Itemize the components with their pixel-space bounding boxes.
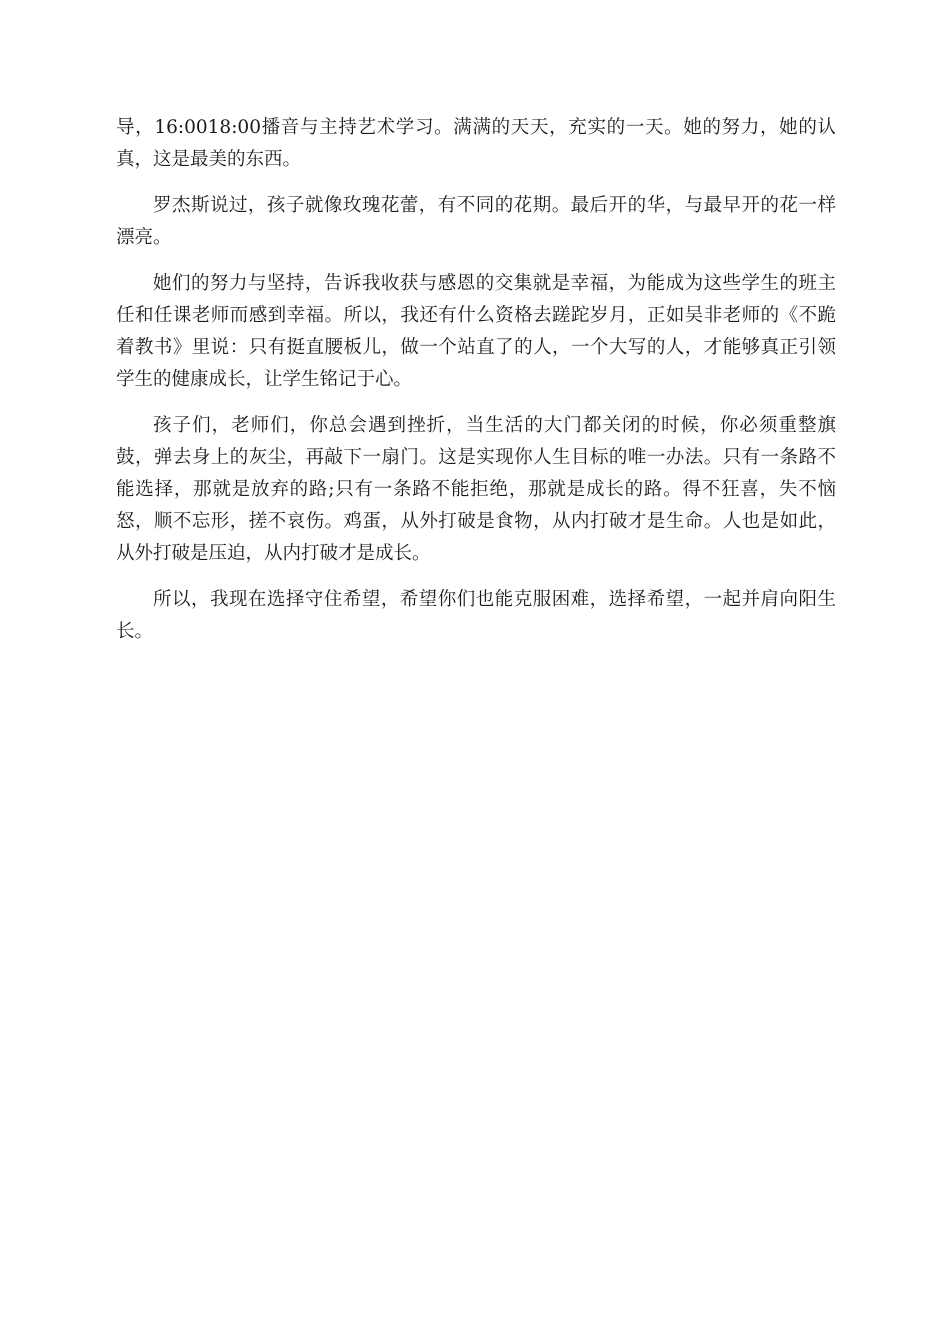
paragraph-continuation: 导，16:0018:00播音与主持艺术学习。满满的天天，充实的一天。她的努力，她的认真，这是最美的东西。 [116, 117, 836, 170]
paragraph-conclusion: 所以，我现在选择守住希望，希望你们也能克服困难，选择希望，一起并肩向阳生长。 [116, 589, 836, 642]
document-page [116, 112, 836, 662]
paragraph-facing-setbacks: 孩子们，老师们，你总会遇到挫折，当生活的大门都关闭的时候，你必须重整旗鼓，弹去身上的灰尘，再敲下一扇门。这是实现你人生目标的唯一办法。只有一条路不能选择，那就是放弃的路;只有一条路不能拒绝，那就是成长的路。得不狂喜，失不恼怒，顺不忘形，搓不哀伤。鸡蛋，从外打破是食物，从内打破才是生命。人也是如此，从外打破是压迫，从内打破才是成长。 [116, 415, 836, 564]
paragraph-effort-and-happiness: 她们的努力与坚持，告诉我收获与感恩的交集就是幸福，为能成为这些学生的班主任和任课老师而感到幸福。所以，我还有什么资格去蹉跎岁月，正如吴非老师的《不跪着教书》里说：只有挺直腰板儿，做一个站直了的人，一个大写的人，才能够真正引领学生的健康成长，让学生铭记于心。 [116, 273, 836, 390]
paragraph-rogers-quote: 罗杰斯说过，孩子就像玫瑰花蕾，有不同的花期。最后开的华，与最早开的花一样漂亮。 [116, 195, 836, 248]
